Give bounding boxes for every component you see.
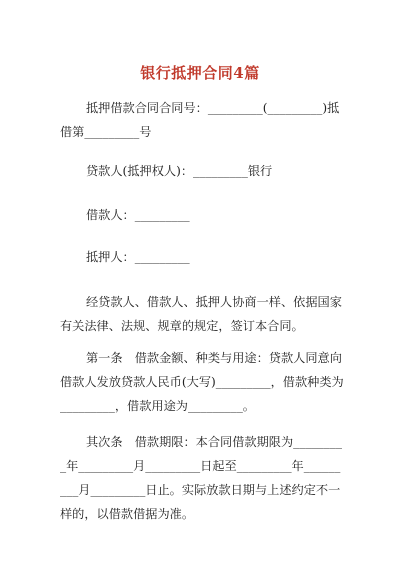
article-1-paragraph: 第一条 借款金额、种类与用途：贷款人同意向借款人发放贷款人民币(大写)_________，借款种类为_________，借款用途为_________。 — [60, 351, 344, 413]
pledger-paragraph: 抵押人：_________ — [86, 250, 190, 264]
article-2-paragraph: 其次条 借款期限：本合同借款期限为_________年_________月_________日起至_________年_________月_________日止。实际放款日期与上述约定不一样的，以借款借据为准。 — [60, 435, 342, 521]
intro-paragraph: 经贷款人、借款人、抵押人协商一样、依据国家有关法律、法规、规章的规定，签订本合同。 — [60, 295, 342, 333]
borrower-paragraph: 借款人：_________ — [86, 208, 190, 222]
document-title: 银行抵押合同4篇 — [140, 64, 260, 82]
lender-paragraph: 贷款人(抵押权人)：_________银行 — [86, 164, 273, 178]
contract-number-paragraph: 抵押借款合同合同号：_________(_________)抵借第_________号 — [60, 101, 340, 139]
